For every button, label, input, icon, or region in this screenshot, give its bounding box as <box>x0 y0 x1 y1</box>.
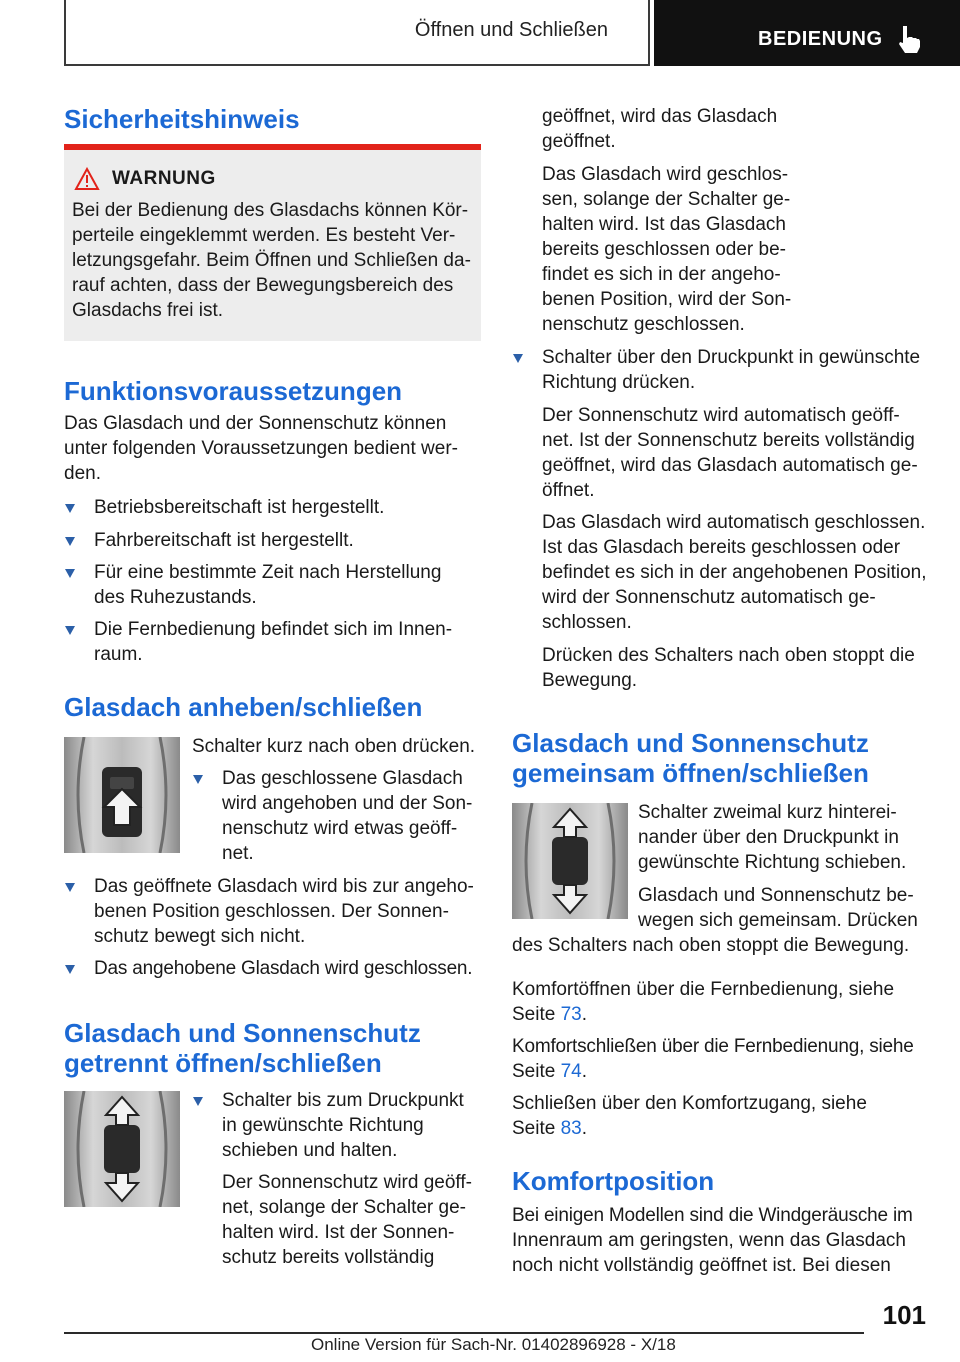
text-line: Schließen über den Komfortzugang, siehe <box>512 1093 867 1114</box>
text-line: findet es sich in der angeho- <box>542 264 781 285</box>
text-line: Glasdach und Sonnenschutz be- <box>638 885 914 906</box>
text-line: Das geschlossene Glasdach <box>222 768 463 789</box>
page-link[interactable]: 73 <box>560 1004 582 1025</box>
bullet-triangle-icon <box>513 354 523 363</box>
text-span: Seite <box>512 1118 561 1139</box>
bullet-triangle-icon <box>65 965 75 974</box>
switch-up-illustration <box>64 737 180 853</box>
text-line: schutz bereits vollständig <box>222 1247 435 1268</box>
text-line: geöffnet, wird das Glasdach <box>542 106 778 127</box>
together-para <box>638 883 928 933</box>
text-line: Betriebsbereitschaft ist hergestellt. <box>94 497 385 518</box>
section-tab <box>64 0 650 66</box>
press-para <box>542 403 928 503</box>
warning-triangle-icon <box>74 167 100 191</box>
reference <box>512 1034 932 1084</box>
bullet-triangle-icon <box>193 1097 203 1106</box>
text-line: öffnet. <box>542 480 595 501</box>
text-line: Bewegung. <box>542 670 638 691</box>
heading-safety: Sicherheitshinweis <box>64 104 300 134</box>
continued-para <box>542 162 928 337</box>
text-line: Der Sonnenschutz wird automatisch geöff- <box>542 405 900 426</box>
text-line: befindet es sich in der angehobenen Position, <box>542 562 927 583</box>
text-line: wegen sich gemeinsam. Drücken <box>638 910 918 931</box>
text-line: sen, solange der Schalter ge- <box>542 189 791 210</box>
text-line: benen Position geschlossen. Der Sonnen- <box>94 901 449 922</box>
reference-page-line <box>512 1002 932 1027</box>
warning-title <box>112 166 473 192</box>
page-link[interactable]: 83 <box>560 1118 582 1139</box>
heading-separate <box>64 1018 481 1078</box>
text-line: Schalter zweimal kurz hinterei- <box>638 802 897 823</box>
text-line: Das Glasdach wird geschlos- <box>542 164 789 185</box>
text-line: schlossen. <box>542 612 632 633</box>
text-line: noch nicht vollständig geöffnet ist. Bei diesen <box>512 1255 891 1276</box>
heading-line: Glasdach und Sonnenschutz <box>512 728 869 758</box>
text-line: Bei einigen Modellen sind die Windgeräusche im <box>512 1205 913 1226</box>
text-line: raum. <box>94 644 143 665</box>
list-item <box>64 528 481 553</box>
text-line: net. <box>222 843 254 864</box>
text-span: Seite <box>512 1061 561 1082</box>
lift-intro: Schalter kurz nach oben drücken. <box>192 736 476 757</box>
text-span: . <box>581 1118 588 1139</box>
list-item <box>512 345 928 395</box>
text-line: Der Sonnenschutz wird geöff- <box>222 1172 472 1193</box>
heading-line: getrennt öffnen/schließen <box>64 1048 382 1078</box>
text-line: halten wird. Ist der Sonnen- <box>222 1222 455 1243</box>
text-line: Innenraum am geringsten, wenn das Glasdach <box>512 1230 906 1251</box>
list-item <box>192 766 481 866</box>
section-title: Öffnen und Schließen <box>414 19 608 41</box>
bullet-triangle-icon <box>193 775 203 784</box>
separate-para <box>222 1170 481 1270</box>
reference <box>512 977 932 1027</box>
heading-comfort: Komfortposition <box>512 1166 715 1196</box>
text-line: Schalter bis zum Druckpunkt <box>222 1090 464 1111</box>
warning-box <box>64 144 481 341</box>
bullet-triangle-icon <box>65 883 75 892</box>
press-para <box>542 643 928 693</box>
reference-page-line <box>512 1116 932 1141</box>
text-line: nenschutz wird etwas geöff- <box>222 818 458 839</box>
list-item <box>192 1088 481 1163</box>
text-line: wird der Sonnenschutz automatisch ge- <box>542 587 876 608</box>
warning-line: Bei der Bedienung des Glasdachs können Kör- <box>72 200 469 221</box>
text-line: benen Position, wird der Son- <box>542 289 792 310</box>
warning-label: WARNUNG <box>112 168 216 189</box>
bullet-triangle-icon <box>65 626 75 635</box>
warning-text <box>72 198 473 323</box>
text-line: des Ruhezustands. <box>94 587 257 608</box>
comfort-para <box>512 1203 932 1278</box>
reference-page-line <box>512 1059 932 1084</box>
text-line: Drücken des Schalters nach oben stoppt die <box>542 645 915 666</box>
text-line: halten wird. Ist das Glasdach <box>542 214 786 235</box>
text-line: gewünschte Richtung schieben. <box>638 852 907 873</box>
text-line: in gewünschte Richtung <box>222 1115 424 1136</box>
text-line: net, solange der Schalter ge- <box>222 1197 466 1218</box>
text-line: Fahrbereitschaft ist hergestellt. <box>94 530 354 551</box>
page-header <box>0 0 960 66</box>
text-line: Das angehobene Glasdach wird geschlossen. <box>94 958 473 979</box>
switch-updown-illustration <box>64 1091 180 1207</box>
list-item <box>64 956 484 981</box>
hand-pointer-icon <box>894 24 924 54</box>
text-line: Das Glasdach und der Sonnenschutz können <box>64 413 447 434</box>
text-line: bereits geschlossen oder be- <box>542 239 786 260</box>
chapter-title: BEDIENUNG <box>758 28 883 50</box>
list-item <box>64 617 481 667</box>
warning-line: Glasdachs frei ist. <box>72 300 223 321</box>
text-line: net. Ist der Sonnenschutz bereits vollständig <box>542 430 915 451</box>
text-line: unter folgenden Voraussetzungen bedient wer- <box>64 438 458 459</box>
text-span: . <box>581 1004 588 1025</box>
bullet-triangle-icon <box>65 504 75 513</box>
warning-line: letzungsgefahr. Beim Öffnen und Schließen da- <box>72 250 471 271</box>
heading-prerequisites: Funktionsvoraussetzungen <box>64 376 403 406</box>
bullet-triangle-icon <box>65 537 75 546</box>
heading-line: gemeinsam öffnen/schließen <box>512 758 869 788</box>
prerequisites-intro <box>64 411 481 486</box>
press-para <box>542 510 928 635</box>
text-line: wird angehoben und der Son- <box>222 793 473 814</box>
continued-para <box>542 104 928 154</box>
reference <box>512 1091 932 1141</box>
text-line: den. <box>64 463 101 484</box>
page-link[interactable]: 74 <box>560 1061 582 1082</box>
online-version-note: Online Version für Sach-Nr. 01402896928 - X/18 <box>311 1335 676 1354</box>
chapter-bar <box>654 0 960 66</box>
text-line: Für eine bestimmte Zeit nach Herstellung <box>94 562 442 583</box>
heading-together <box>512 728 928 788</box>
page-number: 101 <box>882 1300 926 1330</box>
text-line: Richtung drücken. <box>542 372 696 393</box>
text-line: nander über den Druckpunkt in <box>638 827 899 848</box>
text-line: geöffnet. <box>542 131 616 152</box>
text-line: schieben und halten. <box>222 1140 398 1161</box>
switch-double-illustration <box>512 803 628 919</box>
text-line: geöffnet, wird das Glasdach automatisch ge- <box>542 455 918 476</box>
text-line: Ist das Glasdach bereits geschlossen oder <box>542 537 901 558</box>
heading-line: Glasdach und Sonnenschutz <box>64 1018 421 1048</box>
list-item <box>64 495 481 520</box>
text-line: Komfortöffnen über die Fernbedienung, siehe <box>512 979 895 1000</box>
text-span: . <box>581 1061 588 1082</box>
heading-lift-close: Glasdach anheben/schließen <box>64 692 423 722</box>
list-item <box>64 874 481 949</box>
text-line: nenschutz geschlossen. <box>542 314 745 335</box>
text-line: Das Glasdach wird automatisch geschlossen. <box>542 512 926 533</box>
text-line: Die Fernbedienung befindet sich im Innen- <box>94 619 453 640</box>
text-line: schutz bewegt sich nicht. <box>94 926 306 947</box>
bullet-triangle-icon <box>65 569 75 578</box>
warning-line: rauf achten, dass der Bewegungsbereich des <box>72 275 454 296</box>
together-para-tail: des Schalters nach oben stoppt die Bewegung. <box>512 935 910 956</box>
text-line: Das geöffnete Glasdach wird bis zur angeho- <box>94 876 474 897</box>
text-line: Schalter über den Druckpunkt in gewünschte <box>542 347 921 368</box>
text-span: Seite <box>512 1004 561 1025</box>
together-para <box>638 800 928 875</box>
text-line: Komfortschließen über die Fernbedienung, siehe <box>512 1036 914 1057</box>
warning-line: perteile eingeklemmt werden. Es besteht Ver- <box>72 225 456 246</box>
list-item <box>64 560 481 610</box>
footer-divider <box>64 1332 864 1334</box>
